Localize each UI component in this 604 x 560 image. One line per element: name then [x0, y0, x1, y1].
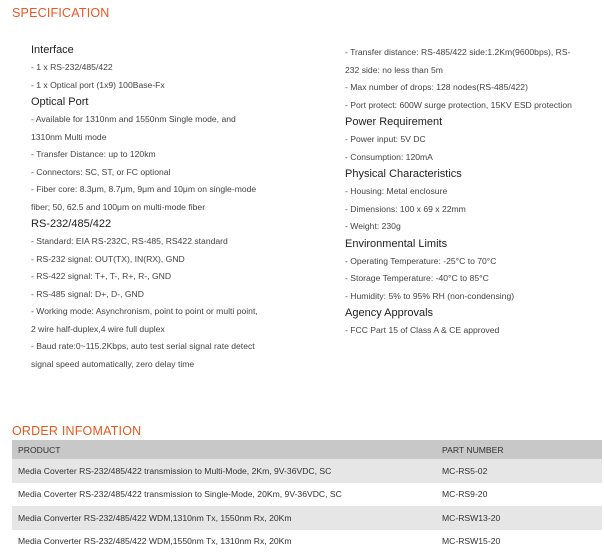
spec-item: - Standard: EIA RS-232C, RS-485, RS422 standard — [31, 236, 228, 246]
part-number-cell: MC-RSW13-20 — [436, 506, 602, 530]
table-row — [12, 506, 602, 530]
product-cell: Media Converter RS-232/485/422 WDM,1310nm Tx, 1550nm Rx, 20Km — [12, 506, 436, 530]
spec-item: - Connectors: SC, ST, or FC optional — [31, 166, 171, 177]
spec-item: - Working mode: Asynchronism, point to point or multi point, — [31, 306, 258, 316]
spec-item: - 1 x RS-232/485/422 — [31, 62, 113, 72]
spec-group-title: Interface — [31, 44, 74, 56]
spec-item: - RS-232 signal: OUT(TX), IN(RX), GND — [31, 253, 185, 264]
part-number-cell: MC-RSW15-20 — [442, 536, 501, 547]
spec-group — [31, 96, 331, 216]
spec-group — [345, 116, 602, 166]
spec-item: signal speed automatically, zero delay time — [31, 358, 195, 369]
spec-item: - FCC Part 15 of Class A & CE approved — [345, 325, 500, 335]
spec-item: 232 side: no less than 5m — [345, 64, 443, 75]
spec-item: - Fiber core: 8.3μm, 8.7μm, 9μm and 10μm on single-mode — [31, 184, 257, 194]
part-number-cell: MC-RS9-20 — [442, 489, 488, 500]
spec-item: - Weight: 230g — [345, 221, 401, 231]
order-table-header-row — [12, 440, 602, 459]
product-cell: Media Coverter RS-232/485/422 transmission to Single-Mode, 20Km, 9V-36VDC, SC — [18, 489, 342, 500]
spec-item: - RS-485 signal: D+, D-, GND — [31, 288, 144, 299]
spec-item: - Available for 1310nm and 1550nm Single mode, and — [31, 114, 236, 124]
spec-item: 2 wire half-duplex,4 wire full duplex — [31, 323, 165, 334]
product-cell: Media Coverter RS-232/485/422 transmission to Multi-Mode, 2Km, 9V-36VDC, SC — [12, 459, 436, 483]
spec-item: - Transfer distance: RS-485/422 side:1.2Km(9600bps), RS- — [345, 47, 571, 57]
spec-item: - Housing: Metal enclosure — [345, 186, 448, 196]
spec-item: - Max number of drops: 128 nodes(RS-485/422) — [345, 82, 528, 92]
spec-group-title: Physical Characteristics — [345, 168, 462, 180]
spec-item: - Baud rate:0~115.2Kbps, auto test serial signal rate detect — [31, 341, 255, 351]
spec-group — [31, 44, 331, 94]
spec-item: - RS-422 signal: T+, T-, R+, R-, GND — [31, 271, 172, 281]
spec-item: - Humidity: 5% to 95% RH (non-condensing) — [345, 290, 515, 301]
order-info-heading: ORDER INFOMATION — [12, 424, 142, 438]
part-number-cell: MC-RS5-02 — [436, 459, 602, 483]
spec-item: - Power input: 5V DC — [345, 134, 426, 144]
table-row — [12, 459, 602, 483]
spec-item: - 1 x Optical port (1x9) 100Base-Fx — [31, 79, 165, 90]
spec-group-title: Power Requirement — [345, 116, 443, 128]
specification-heading: SPECIFICATION — [12, 6, 110, 20]
spec-group — [345, 307, 602, 340]
spec-item: - Dimensions: 100 x 69 x 22mm — [345, 203, 466, 214]
part-number-column-header: PART NUMBER — [436, 440, 602, 459]
spec-item: - Consumption: 120mA — [345, 151, 433, 162]
spec-item: fiber; 50, 62.5 and 100μm on multi-mode fiber — [31, 201, 206, 212]
order-table — [12, 440, 602, 553]
spec-group-title: Agency Approvals — [345, 307, 434, 319]
spec-left-column — [31, 44, 331, 373]
spec-group — [345, 238, 602, 306]
table-row — [12, 483, 602, 507]
spec-group — [345, 168, 602, 236]
spec-item: - Transfer Distance: up to 120km — [31, 149, 156, 159]
spec-right-column — [345, 44, 602, 340]
spec-group-title: Optical Port — [31, 96, 89, 108]
product-column-header: PRODUCT — [12, 440, 436, 459]
spec-group — [31, 218, 331, 373]
spec-group-title: Environmental Limits — [345, 237, 448, 250]
spec-item: - Port protect: 600W surge protection, 15KV ESD protection — [345, 99, 572, 110]
spec-group — [345, 44, 602, 114]
product-cell: Media Converter RS-232/485/422 WDM,1550nm Tx, 1310nm Rx, 20Km — [18, 536, 292, 547]
spec-group-title: RS-232/485/422 — [31, 218, 112, 230]
spec-item: 1310nm Multi mode — [31, 131, 107, 142]
spec-item: - Operating Temperature: -25°C to 70°C — [345, 255, 497, 266]
spec-item: - Storage Temperature: -40°C to 85°C — [345, 273, 489, 283]
table-row — [12, 530, 602, 554]
